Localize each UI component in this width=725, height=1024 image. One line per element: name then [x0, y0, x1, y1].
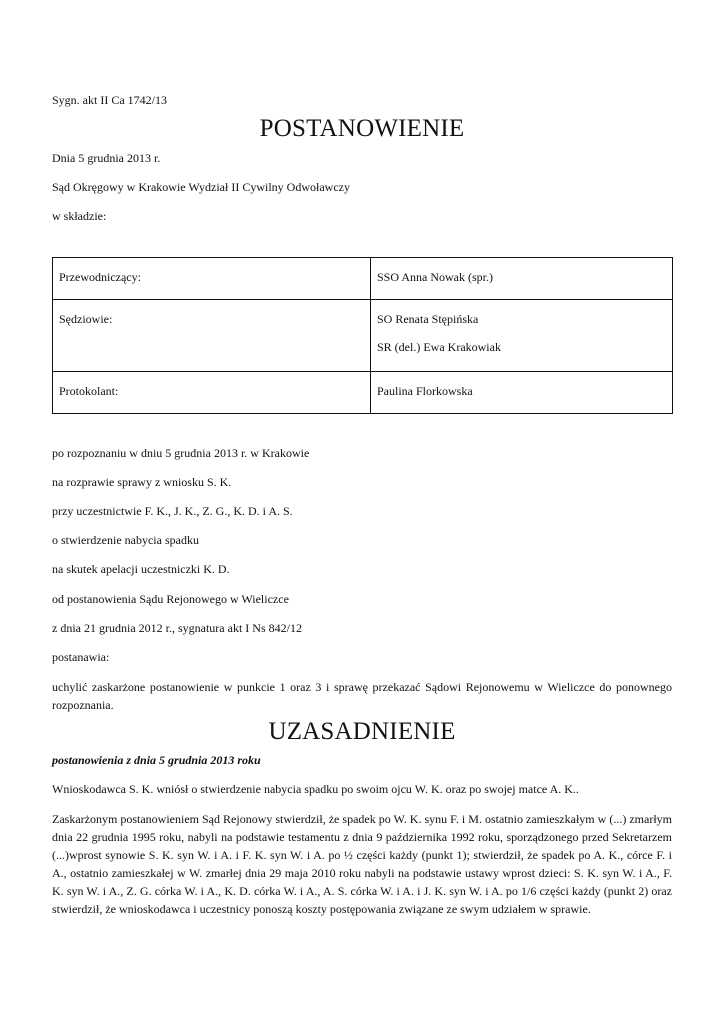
proceedings-line: z dnia 21 grudnia 2012 r., sygnatura akt I Ns 842/12 [52, 621, 302, 635]
justification-title: UZASADNIENIE [268, 718, 456, 745]
table-row [53, 372, 673, 414]
judge-2: SR (del.) Ewa Krakowiak [377, 340, 501, 354]
proceedings-line: o stwierdzenie nabycia spadku [52, 533, 199, 547]
clerk-label: Protokolant: [53, 372, 371, 414]
case-signature: Sygn. akt II Ca 1742/13 [52, 93, 167, 107]
proceedings-line: przy uczestnictwie F. K., J. K., Z. G., K. D. i A. S. [52, 504, 293, 518]
composition-label: w składzie: [52, 209, 107, 223]
table-row [53, 258, 673, 300]
justification-paragraph-2: Zaskarżonym postanowieniem Sąd Rejonowy stwierdził, że spadek po W. K. synu F. i M. ostatnio zamieszkałym w (...) zmarłym dnia 22 grudnia 1995 roku, nabyli na podstawie testamentu z dnia 9 października 1992 roku, sporządzonego przed Sekretarzem (...)wprost synowie S. K. syn W. i A. i F. K. syn W. i A. po ½ części każdy (punkt 1); stwierdził, że spadek po A. K., córce F. i A., ostatnio zamieszkałej w W. zmarłej dnia 29 maja 2010 roku nabyli na podstawie ustawy wprost dzieci: S. K. syn W. i A., F. K. syn W. i A., Z. G. córka W. i A., K. D. córka W. i A., A. S. córka W. i A. i J. K. syn W. i A. po 1/6 części każdy (punkt 2) oraz stwierdził, że wnioskodawca i uczestnicy ponoszą koszty postępowania związane ze swym udziałem w sprawie. [52, 812, 672, 916]
judge-1: SO Renata Stępińska [377, 312, 479, 326]
judges-cell [371, 300, 673, 372]
clerk-value: Paulina Florkowska [371, 372, 673, 414]
proceedings-line: po rozpoznaniu w dniu 5 grudnia 2013 r. w Krakowie [52, 446, 310, 460]
proceedings-line: od postanowienia Sądu Rejonowego w Wieliczce [52, 592, 289, 606]
decides-label: postanawia: [52, 650, 110, 664]
proceedings-line: na rozprawie sprawy z wniosku S. K. [52, 475, 232, 489]
composition-table [52, 257, 673, 414]
judges-label: Sędziowie: [53, 300, 371, 372]
ruling-date: Dnia 5 grudnia 2013 r. [52, 151, 161, 165]
proceedings-line: na skutek apelacji uczestniczki K. D. [52, 562, 230, 576]
ruling-text: uchylić zaskarżone postanowienie w punkcie 1 oraz 3 i sprawę przekazać Sądowi Rejonowemu w Wieliczce do ponownego rozpoznania. [52, 680, 672, 712]
chair-value: SSO Anna Nowak (spr.) [371, 258, 673, 300]
chair-label: Przewodniczący: [53, 258, 371, 300]
court-name: Sąd Okręgowy w Krakowie Wydział II Cywilny Odwoławczy [52, 180, 350, 194]
table-row [53, 300, 673, 372]
justification-paragraph-1: Wnioskodawca S. K. wniósł o stwierdzenie nabycia spadku po swoim ojcu W. K. oraz po swojej matce A. K.. [52, 782, 579, 796]
document-title: POSTANOWIENIE [259, 115, 465, 142]
justification-subtitle: postanowienia z dnia 5 grudnia 2013 roku [52, 753, 261, 767]
